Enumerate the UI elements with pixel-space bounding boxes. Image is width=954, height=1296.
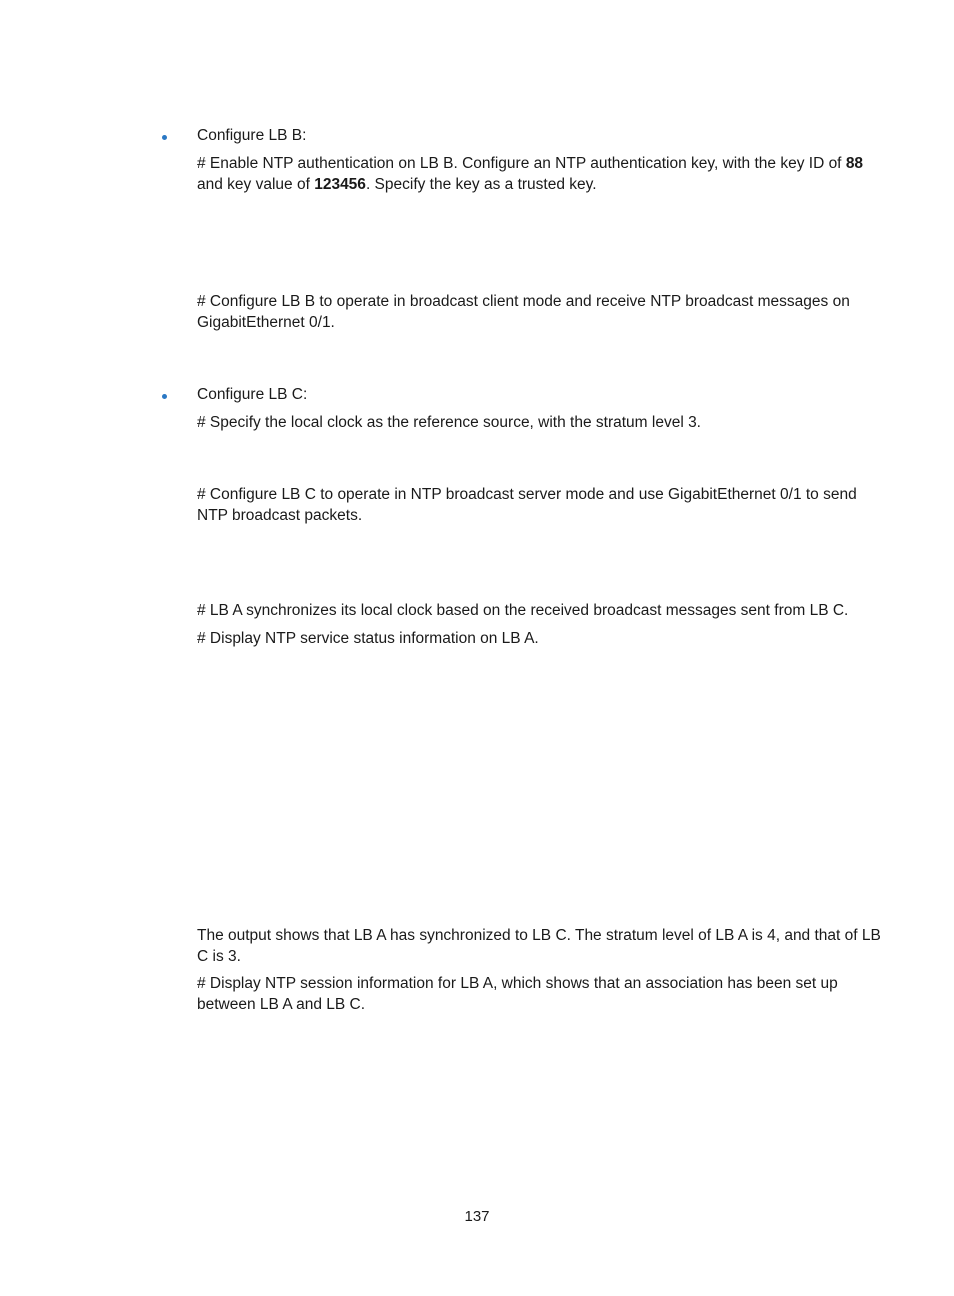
stratum-instruction: # Specify the local clock as the reference source, with the stratum level 3.: [197, 414, 701, 431]
broadcast-client-line-2: GigabitEthernet 0/1.: [197, 314, 335, 331]
output-note-line-2: C is 3.: [197, 948, 241, 965]
key-id-value: 88: [845, 155, 864, 172]
output-note-line-1: The output shows that LB A has synchronized to LB C. The stratum level of LB A is 4, and that of LB: [197, 927, 881, 944]
display-sessions-line-2: between LB A and LB C.: [197, 996, 366, 1013]
key-value: 123456: [314, 176, 366, 193]
auth-instruction-line-1: [197, 153, 877, 174]
bullet-icon: [162, 135, 167, 140]
broadcast-server-line-2: NTP broadcast packets.: [197, 507, 363, 524]
bullet-configure-lb-b: Configure LB B:: [197, 127, 307, 144]
bullet-configure-lb-c: Configure LB C:: [197, 386, 308, 403]
auth-instruction-text-2: and key value of: [197, 176, 315, 193]
page-number: 137: [464, 1208, 490, 1225]
display-sessions-line-1: # Display NTP session information for LB A, which shows that an association has been set up: [197, 975, 838, 992]
display-status-instruction: # Display NTP service status information on LB A.: [197, 630, 539, 647]
auth-instruction-text: # Enable NTP authentication on LB B. Configure an NTP authentication key, with the key ID of: [197, 155, 846, 172]
auth-instruction-text-3: . Specify the key as a trusted key.: [365, 176, 597, 193]
bullet-icon: [162, 394, 167, 399]
broadcast-server-line-1: # Configure LB C to operate in NTP broadcast server mode and use GigabitEthernet 0/1 to send: [197, 486, 857, 503]
auth-instruction-line-2: [197, 174, 877, 195]
sync-note: # LB A synchronizes its local clock based on the received broadcast messages sent from LB C.: [197, 602, 849, 619]
broadcast-client-line-1: # Configure LB B to operate in broadcast client mode and receive NTP broadcast messages on: [197, 293, 850, 310]
